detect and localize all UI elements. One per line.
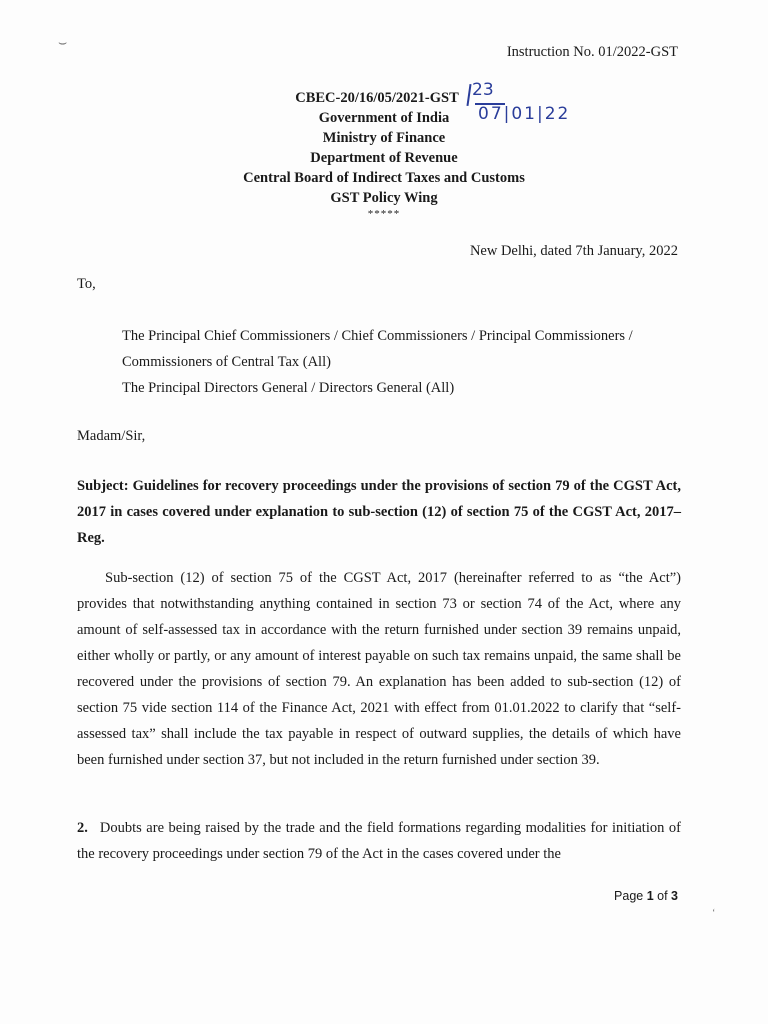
scan-speck: ʻ	[712, 908, 716, 919]
date-line: New Delhi, dated 7th January, 2022	[469, 243, 678, 259]
handwritten-date: 07|01|22	[478, 104, 571, 124]
to-label: To,	[77, 276, 96, 292]
addressee-line: The Principal Chief Commissioners / Chief Commissioners / Principal Commissioners /	[122, 328, 633, 344]
header-separator: *****	[367, 208, 401, 220]
header-line-ministry: Ministry of Finance	[322, 130, 446, 146]
page-total: 3	[671, 889, 678, 903]
addressee-line: The Principal Directors General / Directors General (All)	[122, 380, 455, 396]
paragraph-1: Sub-section (12) of section 75 of the CGST Act, 2017 (hereinafter referred to as “the Act”) provides that notwithstanding anything contained in section 73 or section 74 of the Act, where any amount of self-assessed tax in accordance with the return furnished under section 39 remains unpaid, either wholly or partly, or any amount of interest payable on such tax remains unpaid, the same shall be recovered under the provisions of section 79. An explanation has been added to sub-section (12) of section 75 vide section 114 of the Finance Act, 2021 with effect from 01.01.2022 to clarify that “self-assessed tax” shall include the tax payable in respect of outward supplies, the details of which have been furnished under section 37, but not included in the return furnished under section 39.	[77, 570, 681, 768]
addressee-block	[122, 323, 633, 401]
handwritten-number: 23	[472, 80, 494, 100]
subject-line: Subject: Guidelines for recovery proceedings under the provisions of section 79 of the CGST Act, 2017 in cases covered under explanation to sub-section (12) of section 75 of the CGST Act, 2017–Reg.	[77, 478, 681, 546]
paragraph-2-text: Doubts are being raised by the trade and the field formations regarding modalities for initiation of the recovery proceedings under section 79 of the Act in the cases covered under the	[77, 820, 681, 862]
header-line-wing: GST Policy Wing	[330, 190, 438, 206]
instruction-number: Instruction No. 01/2022-GST	[506, 44, 678, 60]
page-prefix: Page	[614, 889, 647, 903]
page-number	[614, 889, 678, 903]
file-number: CBEC-20/16/05/2021-GST	[295, 90, 459, 106]
letterhead	[0, 88, 768, 220]
paragraph-number: 2.	[77, 820, 88, 836]
header-line-department: Department of Revenue	[310, 150, 458, 166]
addressee-line: Commissioners of Central Tax (All)	[122, 354, 331, 370]
page-current: 1	[646, 889, 654, 903]
paragraph-2	[77, 815, 681, 867]
page-sep: of	[653, 889, 672, 903]
salutation: Madam/Sir,	[77, 428, 146, 444]
header-line-govt: Government of India	[318, 110, 450, 126]
header-line-board: Central Board of Indirect Taxes and Customs	[243, 170, 525, 186]
scan-mark: ⌣	[58, 36, 68, 51]
